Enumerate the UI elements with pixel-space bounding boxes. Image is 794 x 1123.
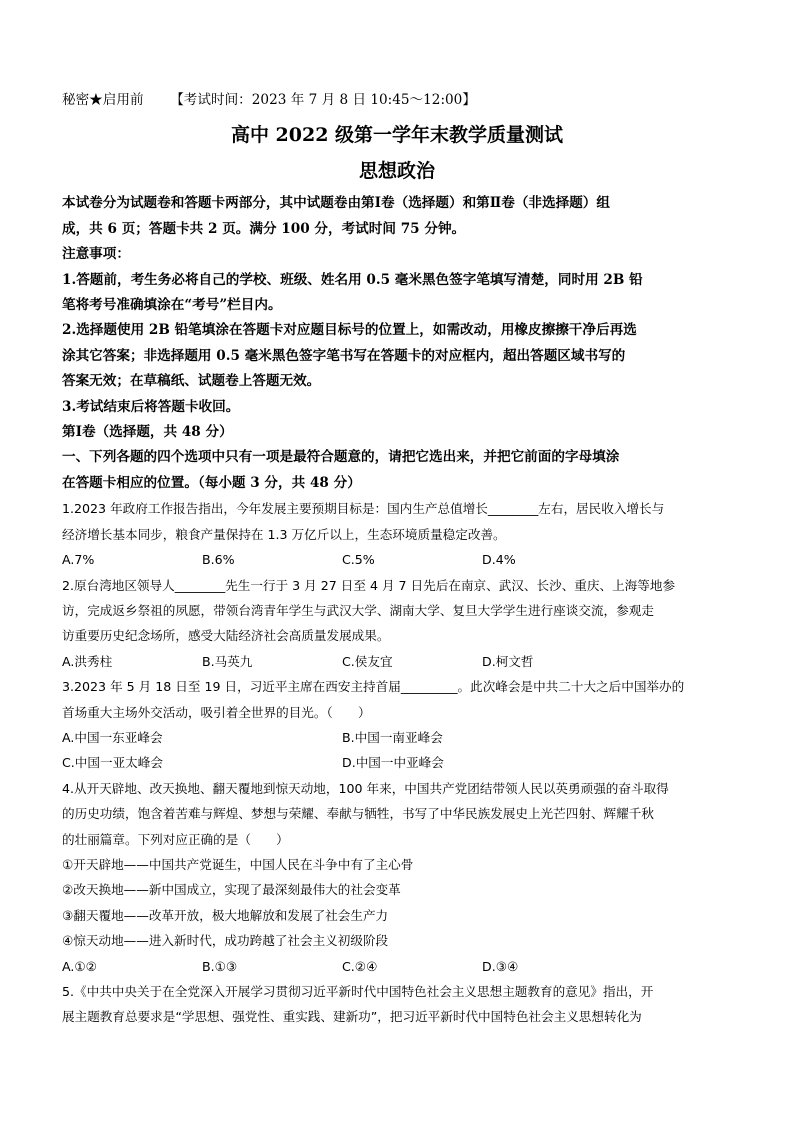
question-4-line-3: 的壮丽篇章。下列对应正确的是（ ） xyxy=(62,831,289,847)
question-1-options xyxy=(62,547,732,572)
option-c: C.中国一亚太峰会 xyxy=(62,755,163,771)
question-3-line-2: 首场重大主场外交活动，吸引着全世界的目光。（ ） xyxy=(62,704,371,720)
header-line xyxy=(62,88,732,113)
option-b: B.中国一南亚峰会 xyxy=(342,729,443,745)
option-b: B.①③ xyxy=(202,958,238,974)
option-b: B.6% xyxy=(202,552,235,568)
confidential-label: 秘密★启用前 xyxy=(62,92,144,108)
question-4-statement-1: ①开天辟地——中国共产党诞生，中国人民在斗争中有了主心骨 xyxy=(62,856,414,872)
exam-title: 高中 2022 级第一学年末教学质量测试 xyxy=(230,124,564,147)
note-2c: 答案无效；在草稿纸、试题卷上答题无效。 xyxy=(62,373,321,390)
question-4-options xyxy=(62,954,732,979)
note-1b: 笔将考号准确填涂在“考号”栏目内。 xyxy=(62,297,282,314)
option-a: A.7% xyxy=(62,552,95,568)
question-5-line-2: 展主题教育总要求是“学思想、强党性、重实践、建新功”，把习近平新时代中国特色社会主义思想转化为 xyxy=(62,1009,642,1025)
question-5-line-1: 5.《中共中央关于在全党深入开展学习贯彻习近平新时代中国特色社会主义思想主题教育的意见》指出，开 xyxy=(62,984,654,999)
question-2-line-2: 访，完成返乡祭祖的夙愿，带领台湾青年学生与武汉大学、湖南大学、复旦大学学生进行座谈交流，参观走 xyxy=(62,602,654,618)
intro-line-1: 本试卷分为试题卷和答题卡两部分，其中试题卷由第Ⅰ卷（选择题）和第Ⅱ卷（非选择题）组 xyxy=(62,195,610,212)
note-2b: 涂其它答案；非选择题用 0.5 毫米黑色签字笔书写在答题卡的对应框内，超出答题区域书写的 xyxy=(62,347,626,364)
option-c: C.5% xyxy=(342,552,375,568)
question-4-statement-4: ④惊天动地——进入新时代，成功跨越了社会主义初级阶段 xyxy=(62,933,389,949)
question-3-line-1: 3.2023 年 5 月 18 日至 19 日，习近平主席在西安主持首届_________。此次峰会是中共二十大之后中国举办的 xyxy=(62,679,685,695)
question-4-line-1: 4.从开天辟地、改天换地、翻天覆地到惊天动地，100 年来，中国共产党团结带领人民以英勇顽强的奋斗取得 xyxy=(62,780,669,796)
intro-line-2: 成，共 6 页；答题卡共 2 页。满分 100 分，考试时间 75 分钟。 xyxy=(62,220,466,237)
section-instruction-a: 一、下列各题的四个选项中只有一项是最符合题意的，请把它选出来，并把它前面的字母填涂 xyxy=(62,449,620,466)
question-4-line-2: 的历史功绩，饱含着苦难与辉煌、梦想与荣耀、奉献与牺牲，书写了中华民族发展史上光芒四射、辉耀千秋 xyxy=(62,806,654,822)
option-d: D.中国一中亚峰会 xyxy=(342,755,444,771)
question-1-line-2: 经济增长基本同步，粮食产量保持在 1.3 万亿斤以上，生态环境质量稳定改善。 xyxy=(62,526,506,542)
question-4-statement-3: ③翻天覆地——改革开放，极大地解放和发展了社会生产力 xyxy=(62,907,389,923)
note-2a: 2.选择题使用 2B 铅笔填涂在答题卡对应题目标号的位置上，如需改动，用橡皮擦擦干净后再选 xyxy=(62,322,637,339)
question-1-line-1: 1.2023 年政府工作报告指出，今年发展主要预期目标是：国内生产总值增长________左右，居民收入增长与 xyxy=(62,501,665,517)
option-d: D.柯文哲 xyxy=(482,653,534,669)
note-3: 3.考试结束后将答题卡收回。 xyxy=(62,398,240,415)
option-a: A.中国一东亚峰会 xyxy=(62,729,163,745)
part-1-heading: 第Ⅰ卷（选择题，共 48 分） xyxy=(62,424,233,441)
option-b: B.马英九 xyxy=(202,653,253,669)
option-a: A.洪秀柱 xyxy=(62,653,113,669)
question-2-line-1: 2.原台湾地区领导人________先生一行于 3 月 27 日至 4 月 7 日先后在南京、武汉、长沙、重庆、上海等地参 xyxy=(62,577,676,593)
question-2-options xyxy=(62,649,732,674)
option-c: C.侯友宜 xyxy=(342,653,393,669)
question-3-options-row-1 xyxy=(62,725,732,750)
question-3-options-row-2 xyxy=(62,750,732,775)
option-a: A.①② xyxy=(62,958,97,974)
option-c: C.②④ xyxy=(342,958,378,974)
exam-page xyxy=(62,88,732,1030)
question-4-statement-2: ②改天换地——新中国成立，实现了最深刻最伟大的社会变革 xyxy=(62,882,401,898)
option-d: D.4% xyxy=(482,552,516,568)
section-instruction-b: 在答题卡相应的位置。（每小题 3 分，共 48 分） xyxy=(62,474,361,491)
option-d: D.③④ xyxy=(482,958,519,974)
subject-title: 思想政治 xyxy=(358,160,435,183)
question-2-line-3: 访重要历史纪念场所，感受大陆经济社会高质量发展成果。 xyxy=(62,628,390,644)
notes-title: 注意事项： xyxy=(62,246,130,263)
exam-time: 【考试时间：2023 年 7 月 8 日 10:45～12:00】 xyxy=(170,92,476,108)
note-1a: 1.答题前，考生务必将自己的学校、班级、姓名用 0.5 毫米黑色签字笔填写清楚，同时用 2B 铅 xyxy=(62,271,643,288)
